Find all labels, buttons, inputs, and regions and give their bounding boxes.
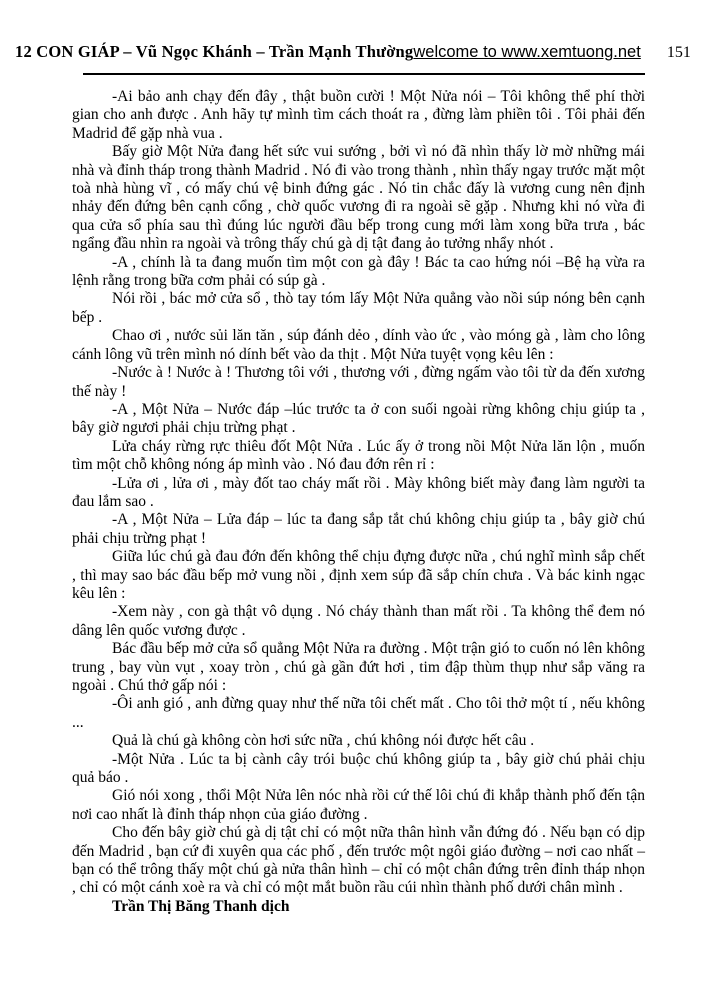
paragraph: -Nước à ! Nước à ! Thương tôi với , thương với , đừng ngấm vào tôi từ da đến xương thế này ! xyxy=(72,364,645,400)
paragraph: -Ôi anh gió , anh đừng quay như thế nữa tôi chết mất . Cho tôi thở một tí , nếu không ... xyxy=(72,695,645,731)
paragraph: -Lửa ơi , lửa ơi , mày đốt tao cháy mất rồi . Mày không biết mày đang làm người ta đau lắm sao . xyxy=(72,474,645,510)
paragraph: -A , Một Nửa – Nước đáp –lúc trước ta ở con suối ngoài rừng không chịu giúp ta , bây giờ ngươi phải chịu trừng phạt . xyxy=(72,400,645,437)
paragraph: Nói rồi , bác mở cửa sổ , thò tay tóm lấy Một Nửa quẳng vào nồi súp nóng bên cạnh bếp . xyxy=(72,290,645,326)
page-number: 151 xyxy=(666,44,691,61)
paragraph: Giữa lúc chú gà đau đớn đến không thể chịu đựng được nữa , chú nghĩ mình sắp chết , thì may sao bác đầu bếp mở vung nồi , định xem súp đã sắp chín chưa . Và bác kinh ngạc kêu lên : xyxy=(72,548,645,602)
paragraph: -A , Một Nửa – Lửa đáp – lúc ta đang sắp tắt chú không chịu giúp ta , bây giờ chú phải chịu trừng phạt ! xyxy=(72,511,645,547)
paragraph: Lửa cháy rừng rực thiêu đốt Một Nửa . Lúc ấy ở trong nồi Một Nửa lăn lộn , muốn tìm một chỗ không nóng áp mình vào . Nó đau đớn rên rỉ : xyxy=(72,437,645,474)
paragraph: -A , chính là ta đang muốn tìm một con gà đây ! Bác ta cao hứng nói –Bệ hạ vừa ra lệnh rằng trong bữa cơm phải có súp gà . xyxy=(72,253,645,290)
page-header xyxy=(0,0,702,62)
book-title: 12 CON GIÁP – Vũ Ngọc Khánh – Trần Mạnh Thường xyxy=(15,42,414,61)
header-divider xyxy=(83,73,645,75)
paragraph: Bấy giờ Một Nửa đang hết sức vui sướng , bởi vì nó đã nhìn thấy lờ mờ những mái nhà và đỉnh tháp trong thành Madrid . Nó đi vào trong thành , nhìn thấy ngay trước mặt một toà nhà hùng vĩ , có mấy chú vệ binh đứng gác . Nó tin chắc đấy là vương cung nên định nhảy đến đứng bên cạnh cổng , chờ quốc vương đi ra ngoài sẽ gặp . Nhưng khi nó vừa đi qua cửa sổ phía sau thì đúng lúc người đầu bếp trong cung mới làm xong bữa trưa , bác ngẩng đầu nhìn ra ngoài và trông thấy chú gà dị tật đang ảo tưởng nhẩy nhót . xyxy=(72,143,645,253)
paragraph: -Ai bảo anh chạy đến đây , thật buồn cười ! Một Nửa nói – Tôi không thể phí thời gian cho anh được . Anh hãy tự mình tìm cách thoát ra , đừng làm phiền tôi . Tôi phải đến Madrid để gặp nhà vua . xyxy=(72,88,645,142)
paragraph: Bác đầu bếp mở cửa sổ quẳng Một Nửa ra đường . Một trận gió to cuốn nó lên không trung , bay vùn vụt , xoay tròn , chú gà gần đứt hơi , tim đập thùm thụp như sắp văng ra ngoài . Chú thở gấp nói : xyxy=(72,640,645,694)
website-link[interactable]: welcome to www.xemtuong.net xyxy=(413,43,641,61)
paragraph: -Một Nửa . Lúc ta bị cành cây trói buộc chú không giúp ta , bây giờ chú phải chịu quả báo . xyxy=(72,750,645,787)
translator-credit: Trần Thị Băng Thanh dịch xyxy=(112,897,290,915)
story-text xyxy=(72,88,645,916)
paragraph: Chao ơi , nước sủi lăn tăn , súp đánh dẻo , dính vào ức , vào móng gà , làm cho lông cánh lông vũ trên mình nó dính bết vào da thịt . Một Nửa tuyệt vọng kêu lên : xyxy=(72,327,645,363)
paragraph: Cho đến bây giờ chú gà dị tật chỉ có một nữa thân hình vẫn đứng đó . Nếu bạn có dịp đến Madrid , bạn cứ đi xuyên qua các phố , đến trước một ngôi giáo đường – nơi cao nhất – bạn có thể trông thấy một chú gà nửa thân hình – chỉ có một chân đứng trên đỉnh tháp nhọn , chỉ có một cánh xoè ra và chỉ có một mắt buồn rầu cúi nhìn thành phố dưới chân mình . xyxy=(72,824,645,897)
paragraph: Quả là chú gà không còn hơi sức nữa , chú không nói được hết câu . xyxy=(112,732,535,750)
paragraph: Gió nói xong , thổi Một Nửa lên nóc nhà rồi cứ thế lôi chú đi khắp thành phố đến tận nơi cao nhất là đỉnh tháp nhọn của giáo đường . xyxy=(72,787,645,823)
paragraph: -Xem này , con gà thật vô dụng . Nó cháy thành than mất rồi . Ta không thể đem nó dâng lên quốc vương được . xyxy=(72,603,645,639)
